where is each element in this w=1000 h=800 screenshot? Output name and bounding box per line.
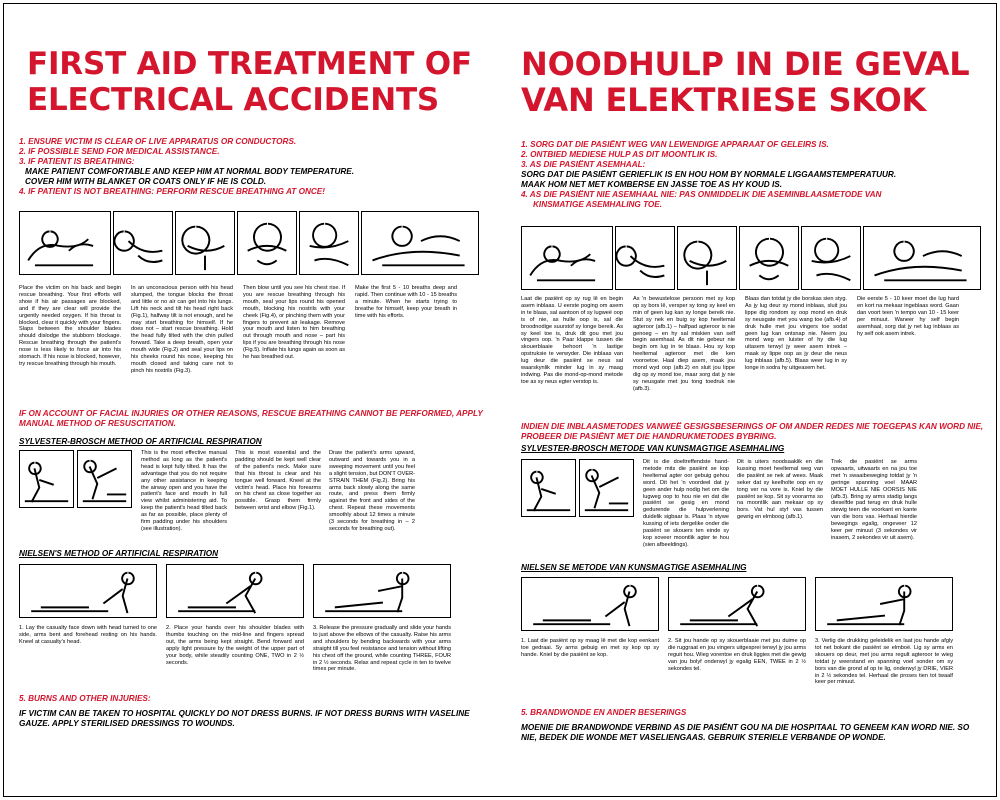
afr-nielsen-figure-2 bbox=[668, 577, 806, 631]
afr-sylvester-heading: SYLVESTER-BROSCH METODE VAN KUNSMAGTIGE ASEMHALING bbox=[521, 444, 785, 453]
nielsen-figure-1 bbox=[19, 564, 157, 618]
afr-sylvester-figure-1 bbox=[521, 459, 576, 517]
manual-method-warning: IF ON ACCOUNT OF FACIAL INJURIES OR OTHER REASONS, RESCUE BREATHING CANNOT BE PERFORMED, APPLY MANUAL METHOD OF RESUSCITATION. bbox=[19, 409, 483, 428]
sylvester-text: This is the most effective manual method as long as the patient's head is kept fully tilted. It has the advantage that you do not require any other assistance in keeping the airway open and you have the patient's face and mouth in full view whilst administering aid. To keep the patient's head tilted back as far as possible, place plenty of firm padding under his shoulders (see illustration). This is most essential and the padding should be kept well clear of the patient's neck. Make sure that his throat is clear and his tongue well forward. Kneel at the victim's head. Place his forearms on his chest as close together as possible. Grasp them firmly between wrist and elbow (Fig.1). Draw the patient's arms upward, outward and towards you in a sweeping movement until you feel a slight tension, but DON'T OVER-STRAIN THEM (Fig.2). Bring his arms back slowly along the same route, and press them firmly against the front and sides of the chest. Repeat these movements smoothly about 12 times a minute (3 seconds for breathing in – 2 seconds for breathing out). bbox=[141, 450, 415, 532]
rescue-figure-0 bbox=[19, 211, 111, 275]
rescue-breathing-text: Place the victim on his back and begin rescue breathing. Your first efforts will show if his air passages are blocked, and if they are clear will provide the urgently needed oxygen. If his throat is blocked, clear it quickly with your fingers. Slaps between the shoulder blades should dislodge the stubborn blockage. Rescue breathing through the patient's nose is less likely to force air into his stomach. If his nose is blocked, however, try rescue breathing through his mouth. In an unconscious person with his head slumped, the tongue blocks the throat and little or no air can get into his lungs. Lift his neck and tilt his head right back (Fig.1), halfway tilt is not enough, and he may start breathing for himself. If he does not – start rescue breathing. Hold the head fully tilted with the chin pulled forward. Take a deep breath, open your mouth wide (Fig.2) and seal your lips on his cheeks round his nose, keeping his mouth closed and taking care not to pinch his nostrils (Fig.3). Then blow until you see his chest rise. If you are rescue breathing through his mouth, seal your lips round his opened mouth, blocking his nostrils with your cheek (Fig.4), or pinching them with your fingers to prevent air leakage. Remove your mouth and listen to him breathing out through mouth and nose – part his lips if you are breathing through his nose (Fig.5). Inflate his lungs again as soon as he has breathed out. Make the first 5 - 10 breaths deep and rapid. Then continue with 10 - 15 breaths a minute. When he starts trying to breathe for himself, keep your breath in time with his efforts. bbox=[19, 285, 457, 374]
afr-burns-heading: 5. BRANDWONDE EN ANDER BESERINGS bbox=[521, 708, 687, 717]
nielsen-text: 1. Lay the casualty face down with head turned to one side, arms bent and forehead resting on his hands. Kneel at casualty's head. 2. Place your hands over his shoulder blades with thumbs touching on the mid-line and fingers spread out, the arms being kept straight. Bend forward and apply light pressure by the weight of the upper part of your body, while steadily counting ONE, TWO in 2 ½ seconds. 3. Release the pressure gradually and slide your hands to just above the elbows of the casualty. Raise his arms and shoulders by bending backwards with your arms straight till you feel resistance and tension without lifting his chest off the ground, while counting THREE, FOUR in 2 ½ seconds. Relax and repeat cycle in ten to twelve times per minute. bbox=[19, 625, 451, 673]
afr-rescue-figure-1 bbox=[615, 226, 675, 290]
afr-rescue-figure-5 bbox=[863, 226, 981, 290]
afr-rescue-figure-2 bbox=[677, 226, 737, 290]
burns-heading: 5. BURNS AND OTHER INJURIES: bbox=[19, 694, 151, 703]
afr-nielsen-figure-1 bbox=[521, 577, 659, 631]
afr-burns-text: MOENIE DIE BRANDWONDE VERBIND AS DIE PASIËNT GOU NA DIE HOSPITAAL TO GENEEM KAN WORD NIE. SO NIE, BEDEK DIE WONDE MET VASELIENGAAS. GEBRUIK STERIELE VERBANDE OP WONDE. bbox=[521, 723, 970, 742]
afr-manual-method-warning: INDIEN DIE INBLAASMETODES VANWEË GESIGSBESERINGS OF OM ANDER REDES NIE TOEGEPAS KAN WORD NIE, PROBEER DIE PASIËNT MET DIE HANDRUKMETODES BYBRING. bbox=[521, 422, 984, 441]
rescue-figure-4 bbox=[299, 211, 359, 275]
afr-rescue-figure-0 bbox=[521, 226, 613, 290]
sylvester-figure-1 bbox=[19, 450, 74, 508]
afr-nielsen-figure-3 bbox=[815, 577, 953, 631]
rescue-figure-3 bbox=[237, 211, 297, 275]
afr-sylvester-section bbox=[521, 459, 917, 549]
nielsen-figures bbox=[19, 564, 451, 618]
afr-nielsen-text: 1. Laat die pasiënt op sy maag lê met die kop eenkant toe gedraai. Sy arms gebuig en met sy kop op sy hande. Kniel by die pasiënt se kop. 2. Sit jou hande op sy skouerblaaie met jou duime op die ruggraat en jou vingers uitgesprei terwyl jy jou arms reguit hou. Wieg vorentoe en druk liggies met die gewig van jou bolyf onderwyl jy egalig EEN, TWEE in 2 ½ sekondes tel. 3. Verlig die drukking geleidelik en laat jou hande afgly tot net bokant die pasiënt se elmboë. Lig sy arms en skouers op deur, met jou arms regult agteroor te wieg totdat jy weerstand en spanning voel sonder om sy bors van die grond af op te lig, onderwyl jy DRIE, VIER in 2 ½ sekondes tel. Herhaal die proses tien tot twaalf keer per minuut. bbox=[521, 638, 953, 686]
sylvester-section bbox=[19, 450, 415, 533]
nielsen-figure-3 bbox=[313, 564, 451, 618]
afr-rescue-figures bbox=[521, 226, 981, 290]
afr-rescue-figure-3 bbox=[739, 226, 799, 290]
afr-rescue-text: Laat die pasiënt op sy rug lê en begin asem inblaas. U eerste poging om asem in te blaas, sal aantoon of sy lugweë oop is of nie, as hulle oop is, sal die broodnodige suurstof sy longe bereik. As sy keel toe is, druk dit gou met jou vingers oop. 'n Paar klappe tussen die skouerblaaie behoort 'n lastige opstruksie te verwyder. Die inblaas van lug deur die pasiënt se neus sal waarskynlik minder lug in sy maag indwing. Pas die mond-op-mond metode toe as sy neus egter verstop is. As 'n bewustelose persoon met sy kop op sy bors lê, versper sy tong sy keel en min of geen lug kan sy longe bereik nie. Stut sy nek en buig sy kop heeltemal agteroor (afb.1) – halfpad agteroor is nie genoeg – en hy sal miskien van self begin asemhaal. As dit nie gebeur nie begin om lug in te blaas. Hou sy kop heeltemal agteroor met die ken vooroetoe. Haal diep asem, maak jou mond wyd oop (afb.2) en sluit jou lippe dig op sy mond toe, maar sorg dat jy nie sy neusgate met jou tong toedruk nie (afb.3). Blaas dan totdat jy die borskas sien styg. As jy lug deur sy mond inblaas, sluit jou lippe dig rondom sy oop mond en druk sy neusgate met you wang toe (afb.4) of druk hulle met jou vingers toe sodat geen lug kan ontsnap nie. Neem jou mond weg en luister of hy die lug uitasem terwyl jy weer asem intrek – maak sy lippe oop as jy deur die neus lug inblaas (afb.5). Blaas weer lug in sy longe in sodra hy uitgeasem het. Die eerste 5 - 10 keer moet die lug hard en kort na mekaar ingeblaas word. Gaan dan voort teen 'n tempo van 10 - 15 keer per minuut. Waneer hy self begin asemhaal, sorg dat jy net lug inblaas as hy self ook asem intrek. bbox=[521, 296, 959, 392]
rescue-figure-1 bbox=[113, 211, 173, 275]
afr-sylvester-text: Dit is die doeltreffendste hand-metode mits die pasiënt se kop heeltemal agter oor gebuig gehou word. Dit het 'n voordeel dat jy geen ander hulp nodig het om die lugweg oop to hou nie en dat die pasiënt se gesig en mond gedurende die hulpverlening duidelik sigbaar is. Plaas 'n stywe kussing of iets dergelike onder die pasiënt se skouers ten einde sy kop soveer moontlik agter te hou (sien afbeeldings). Dit is uiters noodsaaklik en die kussing moet heeltemal weg van die pasiënt se nek af wees. Maak seker dat sy keelholte oop en sy tong ver na vore is. Kniel by die pasiënt se kop. Sit sy voorarms so na moontlik aan mekaar op sy bors. Vat hul styf vas tussen gewrig en elmboog (afb.1). Trek die pasiënt se arms opwaarts, uitwaarts en na jou toe met 'n swaaibeweging totdat jy 'n geringe spanning voel MAAR MOET HULLE NIE OORSIS NIE (afb.3). Bring sy arms stadig langs dieselfde pad terug en druk hulle stewig teen die voorkant en kante van die bors vas. Herhaal hierdie bewegings egalig, ongeveer 12 keer per minuut (3 sekondes vir inasem, 2 sekondes vir uit asem). bbox=[643, 459, 917, 548]
sylvester-figure-2 bbox=[77, 450, 132, 508]
rescue-figure-2 bbox=[175, 211, 235, 275]
afr-sylvester-figure-2 bbox=[579, 459, 634, 517]
poster bbox=[3, 3, 997, 797]
afr-nielsen-heading: NIELSEN SE METODE VAN KUNSMAGTIGE ASEMHALING bbox=[521, 563, 747, 572]
english-title: FIRST AID TREATMENT OF ELECTRICAL ACCIDENTS bbox=[27, 46, 472, 118]
rescue-figure-5 bbox=[361, 211, 479, 275]
burns-text: IF VICTIM CAN BE TAKEN TO HOSPITAL QUICKLY DO NOT DRESS BURNS. IF NOT DRESS BURNS WITH VASELINE GAUZE. APPLY STERILISED DRESSINGS TO WOUNDS. bbox=[19, 709, 470, 728]
afrikaans-steps: 1. SORG DAT DIE PASIËNT WEG VAN LEWENDIGE APPARAAT OF GELEIRS IS. 2. ONTBIED MEDIESE HULP AS DIT MOONTLIK IS. 3. AS DIE PASIËNT ASEMHAAL: SORG DAT DIE PASIËNT GERIEFLIK IS EN HOU HOM BY NORMALE LIGGAAMSTEMPERATUUR. MAAK HOM NET MET KOMBERSE EN JASSE TOE AS HY KOUD IS. 4. AS DIE PASIËNT NIE ASEMHAAL NIE: PAS ONMIDDELIK DIE ASEMINBLAASMETODE VAN KINSMATIGE ASEMHALING TOE. bbox=[521, 140, 897, 209]
rescue-breathing-figures bbox=[19, 211, 479, 275]
afr-nielsen-figures bbox=[521, 577, 953, 631]
afrikaans-title: NOODHULP IN DIE GEVAL VAN ELEKTRIESE SKOK bbox=[521, 45, 970, 119]
english-steps: 1. ENSURE VICTIM IS CLEAR OF LIVE APPARATUS OR CONDUCTORS. 2. IF POSSIBLE SEND FOR MEDICAL ASSISTANCE. 3. IF PATIENT IS BREATHING: MAKE PATIENT COMFORTABLE AND KEEP HIM AT NORMAL BODY TEMPERATURE. COVER HIM WITH BLANKET OR COATS ONLY IF HE IS COLD. 4. IF PATIENT IS NOT BREATHING: PERFORM RESCUE BREATHING AT ONCE! bbox=[19, 137, 355, 196]
nielsen-heading: NIELSEN'S METHOD OF ARTIFICIAL RESPIRATION bbox=[19, 549, 219, 558]
sylvester-heading: SYLVESTER-BROSCH METHOD OF ARTIFICIAL RESPIRATION bbox=[19, 437, 262, 446]
nielsen-figure-2 bbox=[166, 564, 304, 618]
afr-rescue-figure-4 bbox=[801, 226, 861, 290]
